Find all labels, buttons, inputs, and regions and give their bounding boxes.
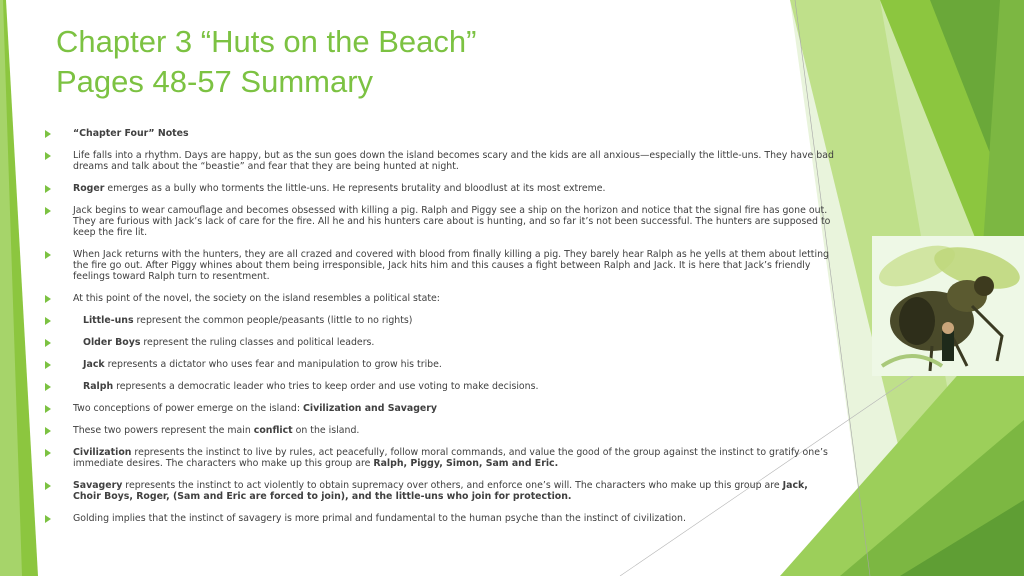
bullet-bold-text: Savagery <box>73 480 123 491</box>
bullet-bold-text: Civilization and Savagery <box>303 403 438 414</box>
bullet-arrow-icon <box>45 207 51 215</box>
bullet-arrow-icon <box>45 482 51 490</box>
bullet-text: Golding implies that the instinct of savagery is more primal and fundamental to the human psyche than the instinct of civilization. <box>73 513 686 524</box>
bullet-arrow-icon <box>45 152 51 160</box>
bullet-item <box>42 183 834 194</box>
bullet-arrow-icon <box>45 317 51 325</box>
bullet-item <box>42 513 834 524</box>
bullet-arrow-icon <box>45 427 51 435</box>
bullet-arrow-icon <box>45 130 51 138</box>
bullet-arrow-icon <box>45 339 51 347</box>
bullet-bold-text: Jack <box>83 359 105 370</box>
bullet-arrow-icon <box>45 361 51 369</box>
bullet-item <box>42 128 834 139</box>
bullet-bold-text: Ralph <box>83 381 114 392</box>
bullet-text: When Jack returns with the hunters, they are all crazed and covered with blood from finally killing a pig. They barely hear Ralph as he yells at them about letting the fire go out. After Piggy whines about them being irresponsible, Jack hits him and this causes a fight between Ralph and Jack. It is here that Jack’s friendly feelings toward Ralph turn to resentment. <box>73 249 829 282</box>
bullet-text: represent the common people/peasants (little to no rights) <box>133 315 413 326</box>
bullet-text: These two powers represent the main <box>73 425 254 436</box>
slide-title <box>56 22 756 102</box>
bullet-item <box>42 359 834 370</box>
bullet-text: represents a democratic leader who tries to keep order and use voting to make decisions. <box>113 381 539 392</box>
bullet-bold-text: Older Boys <box>83 337 141 348</box>
bullet-text: represents a dictator who uses fear and manipulation to grow his tribe. <box>104 359 442 370</box>
bullet-text: on the island. <box>292 425 360 436</box>
bullet-text: At this point of the novel, the society on the island resembles a political state: <box>73 293 440 304</box>
bullet-text: Life falls into a rhythm. Days are happy, but as the sun goes down the island becomes scary and the kids are all anxious—especially the little-uns. They have bad dreams and talk about the “beastie” and fear that they are being hunted at night. <box>73 150 834 172</box>
bullet-item <box>42 337 834 348</box>
bullet-bold-text: Civilization <box>73 447 132 458</box>
bullet-text: Two conceptions of power emerge on the island: <box>73 403 304 414</box>
bullet-bold-text: “Chapter Four” Notes <box>73 128 189 139</box>
bullet-item <box>42 425 834 436</box>
bullet-arrow-icon <box>45 185 51 193</box>
fly-creature-icon <box>872 236 1024 376</box>
bullet-bold-text: Jack, Choir Boys, Roger, (Sam and Eric are forced to join), and the little-uns who join for protection. <box>73 480 808 502</box>
bullet-item <box>42 293 834 304</box>
bullet-text: Jack begins to wear camouflage and becomes obsessed with killing a pig. Ralph and Piggy see a ship on the horizon and notice that the signal fire has gone out. They are furious with Jack’s lack of care for the fire. All he and his hunters care about is hunting, and so far it’s not been successful. The hunters are supposed to keep the fire lit. <box>73 205 831 238</box>
bullet-item <box>42 150 834 172</box>
bullet-bold-text: conflict <box>253 425 293 436</box>
bullet-text: represents the instinct to act violently to obtain supremacy over others, and enforce one’s will. The characters who make up this group are <box>122 480 783 491</box>
bullet-text: emerges as a bully who torments the little-uns. He represents brutality and bloodlust at its most extreme. <box>104 183 606 194</box>
bullet-arrow-icon <box>45 295 51 303</box>
title-line-2: Pages 48-57 Summary <box>56 64 374 99</box>
bullet-item <box>42 381 834 392</box>
bullet-text: represent the ruling classes and political leaders. <box>140 337 375 348</box>
bullet-arrow-icon <box>45 251 51 259</box>
bullet-bold-text: Little-uns <box>83 315 134 326</box>
bullet-list <box>42 128 834 535</box>
bullet-item <box>42 480 834 502</box>
bullet-item <box>42 205 834 238</box>
bullet-text: represents the instinct to live by rules, act peacefully, follow moral commands, and value the good of the group against the instinct to gratify one’s immediate desires. The characters who make up this group are <box>73 447 828 469</box>
bullet-item <box>42 447 834 469</box>
bullet-arrow-icon <box>45 449 51 457</box>
bullet-item <box>42 403 834 414</box>
bullet-bold-text: Ralph, Piggy, Simon, Sam and Eric. <box>373 458 559 469</box>
title-line-1: Chapter 3 “Huts on the Beach” <box>56 24 477 59</box>
bullet-bold-text: Roger <box>73 183 105 194</box>
fly-creature-illustration <box>872 236 1024 376</box>
bullet-arrow-icon <box>45 515 51 523</box>
bullet-arrow-icon <box>45 405 51 413</box>
bullet-item <box>42 249 834 282</box>
bullet-item <box>42 315 834 326</box>
bullet-arrow-icon <box>45 383 51 391</box>
